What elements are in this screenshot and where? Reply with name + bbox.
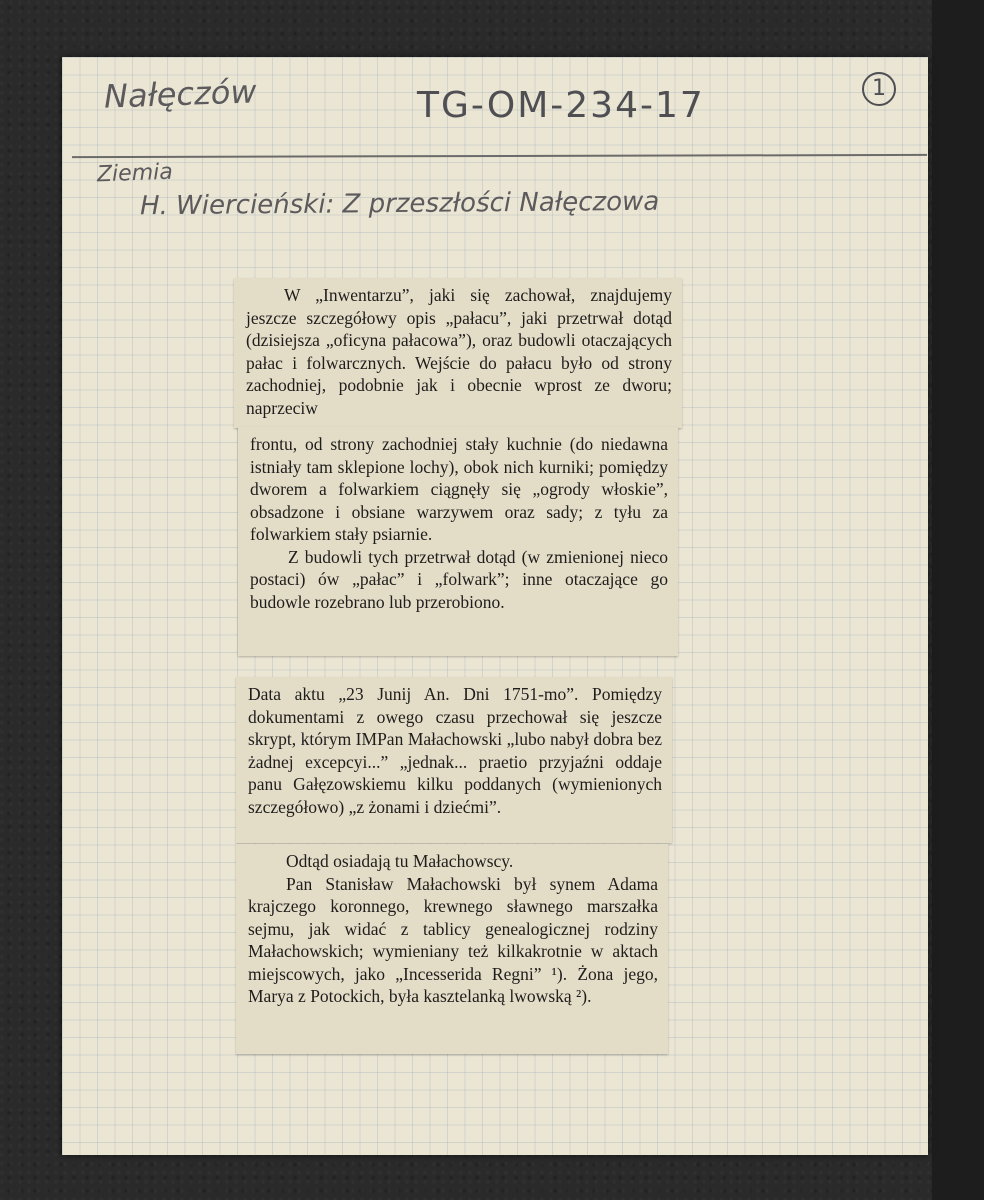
category-label: Ziemia: [96, 159, 174, 188]
clipping-paragraph: Pan Stanisław Małachowski był synem Adama krajczego koronnego, krewnego sławnego marszałka sejmu, jak widać z tablicy genealogicznej rodziny Małachowskich; wymieniany też kilkakrotnie w aktach miejscowych, jako „Incesserida Regni” ¹). Żona jego, Marya z Potockich, była kasztelanką lwowską ²).: [248, 873, 658, 1006]
clipping-paragraph: Z budowli tych przetrwał dotąd (w zmienionej nieco postaci) ów „pałac” i „folwark”; inne otaczające go budowle rozebrano lub przerobiono.: [250, 546, 668, 612]
newspaper-clipping-3: [236, 677, 672, 843]
newspaper-clipping-1: [234, 278, 682, 428]
header-rule: [72, 154, 927, 158]
source-citation: H. Wiercieński: Z przeszłości Nałęczowa: [139, 186, 660, 222]
clipping-paragraph: Odtąd osiadają tu Małachowscy.: [286, 851, 514, 871]
binder-background: [932, 0, 984, 1200]
archive-sheet: [62, 57, 928, 1155]
clipping-paragraph: frontu, od strony zachodniej stały kuchnie (do niedawna istniały tam sklepione lochy), obok nich kurniki; pomiędzy dworem a folwarkiem ciągnęły się „ogrody włoskie”, obsadzone i obsiane warzywem oraz sady; z tyłu za folwarkiem stały psiarnie.: [250, 434, 668, 544]
page-number: 1: [862, 72, 896, 106]
newspaper-clipping-2: [238, 427, 678, 656]
newspaper-clipping-4: [236, 844, 668, 1054]
clipping-paragraph: W „Inwentarzu”, jaki się zachował, znajdujemy jeszcze szczegółowy opis „pałacu”, jaki przetrwał dotąd (dzisiejsza „oficyna pałacowa”), oraz budowli otaczających pałac i folwarcznych. Wejście do pałacu było od strony zachodniej, podobnie jak i obecnie wprost ze dworu; naprzeciw: [246, 285, 672, 418]
clipping-paragraph: Data aktu „23 Junij An. Dni 1751-mo”. Pomiędzy dokumentami z owego czasu przechował się jeszcze skrypt, którym IMPan Małachowski „lubo nabył dobra bez żadnej excepcyi...” „jednak... praetio przyjaźni oddaje panu Gałęzowskiemu kilku poddanych (wymienionych szczegółowo) „z żonami i dziećmi”.: [248, 684, 662, 817]
place-name: Nałęczów: [103, 72, 258, 116]
archive-signature: TG-OM-234-17: [417, 85, 705, 126]
